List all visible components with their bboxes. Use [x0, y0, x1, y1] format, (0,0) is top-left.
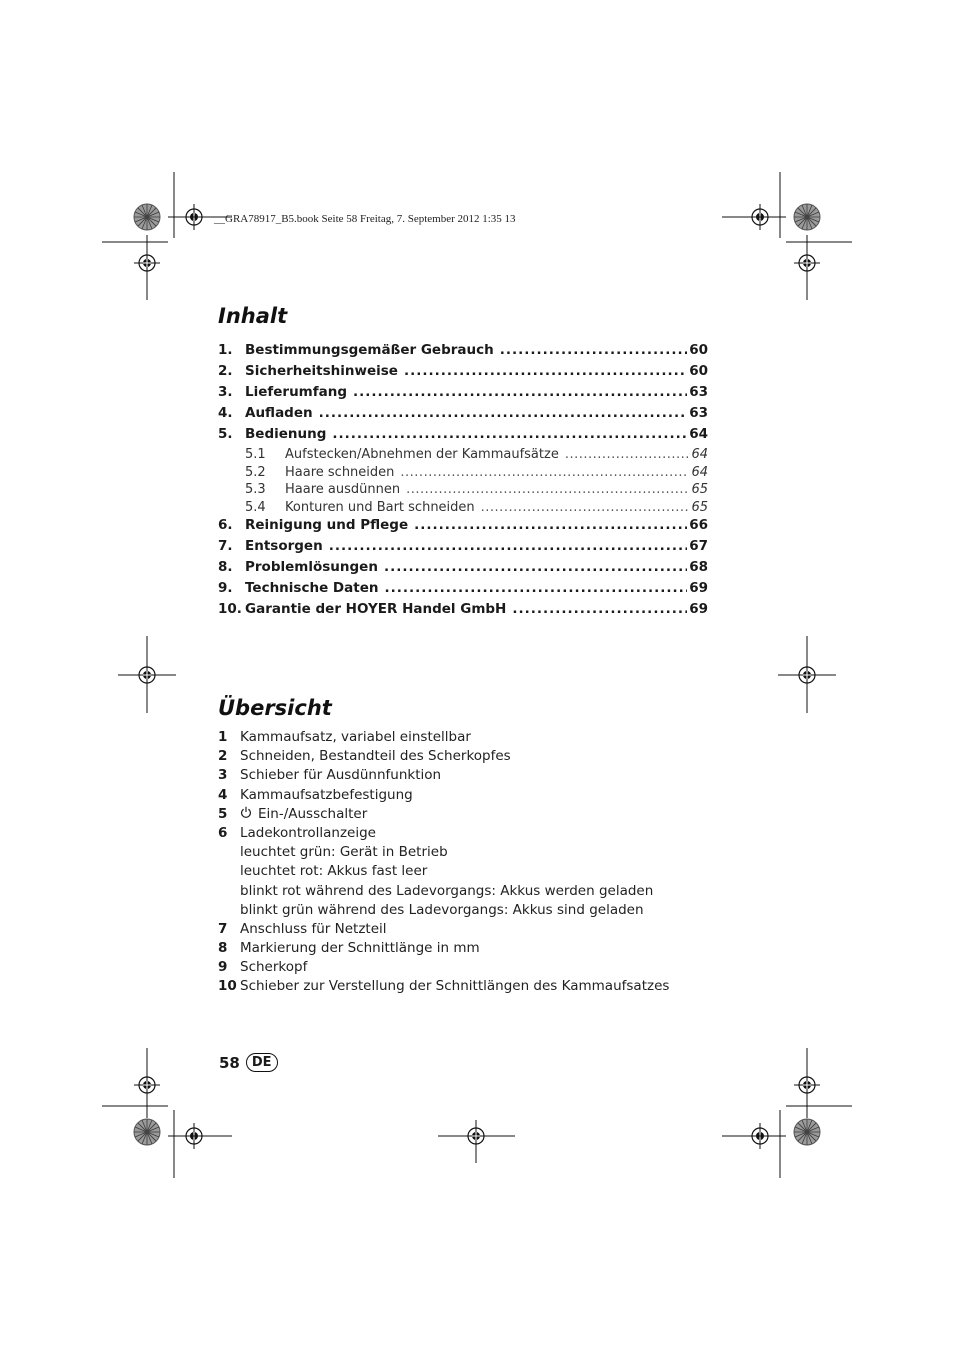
- toc-entry-number: 7.: [218, 538, 233, 555]
- toc-entry-number: 10.: [218, 601, 242, 618]
- overview-item-text: leuchtet grün: Gerät in Betrieb: [240, 844, 448, 861]
- toc-entry-title: Entsorgen: [245, 538, 323, 555]
- toc-entry-page: 68: [689, 559, 708, 576]
- page-number: 58: [219, 1053, 240, 1072]
- overview-item-text: leuchtet rot: Akkus fast leer: [240, 863, 428, 880]
- toc-leader-dots: [384, 559, 687, 575]
- toc-leader-dots: [404, 363, 687, 379]
- overview-item: [218, 863, 718, 882]
- toc-entry-page: 63: [689, 384, 708, 400]
- toc-entry-page: 64: [691, 447, 708, 462]
- toc-leader-dots: [481, 500, 690, 515]
- overview-item-number: 2: [218, 748, 228, 765]
- overview-item: [218, 787, 718, 806]
- toc-leader-dots: [512, 601, 687, 617]
- toc-entry: [218, 426, 708, 447]
- overview-item-number: 6: [218, 824, 228, 841]
- toc-entry-page: 66: [689, 517, 708, 534]
- toc-entry-page: 69: [689, 580, 708, 597]
- toc-leader-dots: [384, 580, 687, 596]
- overview-item-number: 7: [218, 920, 228, 937]
- overview-item-text: Anschluss für Netzteil: [240, 920, 387, 937]
- toc-entry-number: 3.: [218, 384, 233, 400]
- toc-entry-page: 60: [689, 363, 708, 379]
- toc-entry-title: Garantie der HOYER Handel GmbH: [245, 601, 507, 618]
- overview-item: [218, 806, 718, 825]
- toc-entry-number: 4.: [218, 405, 233, 421]
- toc-entry-title: Haare ausdünnen: [285, 482, 401, 498]
- overview-item: [218, 978, 718, 997]
- toc-entry-number: 5.2: [245, 464, 266, 480]
- toc-entry: [218, 384, 708, 405]
- overview-item-text: Schieber für Ausdünnfunktion: [240, 767, 442, 784]
- toc-leader-dots: [500, 342, 687, 358]
- toc-entry-page: 63: [689, 405, 708, 421]
- overview-item-text: Markierung der Schnittlänge in mm: [240, 940, 480, 957]
- toc-entry-page: 64: [691, 464, 708, 480]
- toc-entry-page: 67: [689, 538, 708, 555]
- toc-entry-number: 5.1: [245, 447, 266, 462]
- toc-entry: [218, 559, 708, 580]
- toc-entry-number: 1.: [218, 342, 233, 358]
- toc-entry-title: Bestimmungsgemäßer Gebrauch: [245, 342, 494, 358]
- toc-entry-title: Konturen und Bart schneiden: [285, 499, 475, 515]
- toc-leader-dots: [353, 384, 687, 400]
- toc-entry-number: 8.: [218, 559, 233, 576]
- table-of-contents: [218, 342, 708, 622]
- overview-item: [218, 729, 718, 748]
- toc-entry-page: 60: [689, 342, 708, 358]
- overview-item: [218, 825, 718, 844]
- toc-leader-dots: [332, 426, 687, 442]
- toc-entry-number: 5.3: [245, 482, 266, 498]
- toc-entry: [218, 538, 708, 559]
- overview-item-number: 3: [218, 767, 228, 784]
- toc-entry-number: 5.: [218, 426, 233, 442]
- toc-entry-title: Aufladen: [245, 405, 313, 421]
- page-footer: [219, 1053, 278, 1072]
- toc-entry-number: 5.4: [245, 499, 266, 515]
- overview-item: [218, 940, 718, 959]
- overview-item-number: 8: [218, 940, 228, 957]
- toc-entry-page: 69: [689, 601, 708, 618]
- overview-item-text: blinkt grün während des Ladevorgangs: Akkus sind geladen: [240, 901, 644, 918]
- toc-entry-title: Problemlösungen: [245, 559, 378, 576]
- overview-item-text: blinkt rot während des Ladevorgangs: Akkus werden geladen: [240, 882, 654, 899]
- toc-entry-page: 64: [689, 426, 708, 442]
- overview-item: [218, 959, 718, 978]
- toc-entry: [218, 601, 708, 622]
- overview-item-text: Schneiden, Bestandteil des Scherkopfes: [240, 748, 511, 765]
- toc-leader-dots: [329, 538, 688, 554]
- toc-entry: [218, 465, 708, 483]
- toc-entry-title: Sicherheitshinweise: [245, 363, 398, 379]
- toc-entry: [218, 342, 708, 363]
- toc-entry-title: Haare schneiden: [285, 464, 395, 480]
- toc-heading: Inhalt: [218, 304, 288, 328]
- overview-heading: Übersicht: [218, 696, 332, 720]
- toc-entry: [218, 447, 708, 465]
- overview-item-number: 1: [218, 729, 228, 745]
- toc-entry-number: 2.: [218, 363, 233, 379]
- toc-entry: [218, 405, 708, 426]
- overview-item: [218, 844, 718, 863]
- toc-entry-page: 65: [691, 499, 708, 515]
- toc-leader-dots: [414, 517, 687, 533]
- toc-entry: [218, 517, 708, 538]
- power-icon: [240, 806, 252, 818]
- toc-entry: [218, 500, 708, 518]
- overview-item-number: 5: [218, 805, 228, 822]
- overview-item-number: 10: [218, 978, 237, 995]
- toc-leader-dots: [319, 405, 688, 421]
- toc-leader-dots: [406, 482, 689, 497]
- language-badge: DE: [246, 1053, 278, 1072]
- toc-entry-number: 6.: [218, 517, 233, 534]
- overview-item: [218, 883, 718, 902]
- overview-item: [218, 767, 718, 786]
- toc-leader-dots: [565, 447, 690, 462]
- overview-item: [218, 748, 718, 767]
- overview-item-text: Kammaufsatz, variabel einstellbar: [240, 729, 471, 745]
- toc-entry-title: Technische Daten: [245, 580, 379, 597]
- toc-entry-title: Reinigung und Pflege: [245, 517, 409, 534]
- overview-item-text: Ladekontrollanzeige: [240, 824, 376, 841]
- toc-entry-title: Aufstecken/Abnehmen der Kammaufsätze: [285, 447, 559, 462]
- toc-entry-title: Bedienung: [245, 426, 327, 442]
- overview-list: [218, 729, 718, 998]
- toc-entry-page: 65: [691, 482, 708, 498]
- overview-item-text: Schieber zur Verstellung der Schnittlängen des Kammaufsatzes: [240, 978, 670, 995]
- toc-entry: [218, 580, 708, 601]
- toc-leader-dots: [400, 465, 689, 480]
- toc-entry: [218, 363, 708, 384]
- overview-item-number: 4: [218, 786, 228, 803]
- overview-item-text: Kammaufsatzbefestigung: [240, 786, 413, 803]
- overview-item-number: 9: [218, 959, 228, 976]
- toc-entry-number: 9.: [218, 580, 233, 597]
- overview-item-text: Ein-/Ausschalter: [258, 805, 368, 822]
- overview-item-text: Scherkopf: [240, 959, 308, 976]
- overview-item: [218, 902, 718, 921]
- toc-entry-title: Lieferumfang: [245, 384, 348, 400]
- overview-item: [218, 921, 718, 940]
- toc-entry: [218, 482, 708, 500]
- book-file-header: __GRA78917_B5.book Seite 58 Freitag, 7. September 2012 1:35 13: [214, 213, 516, 225]
